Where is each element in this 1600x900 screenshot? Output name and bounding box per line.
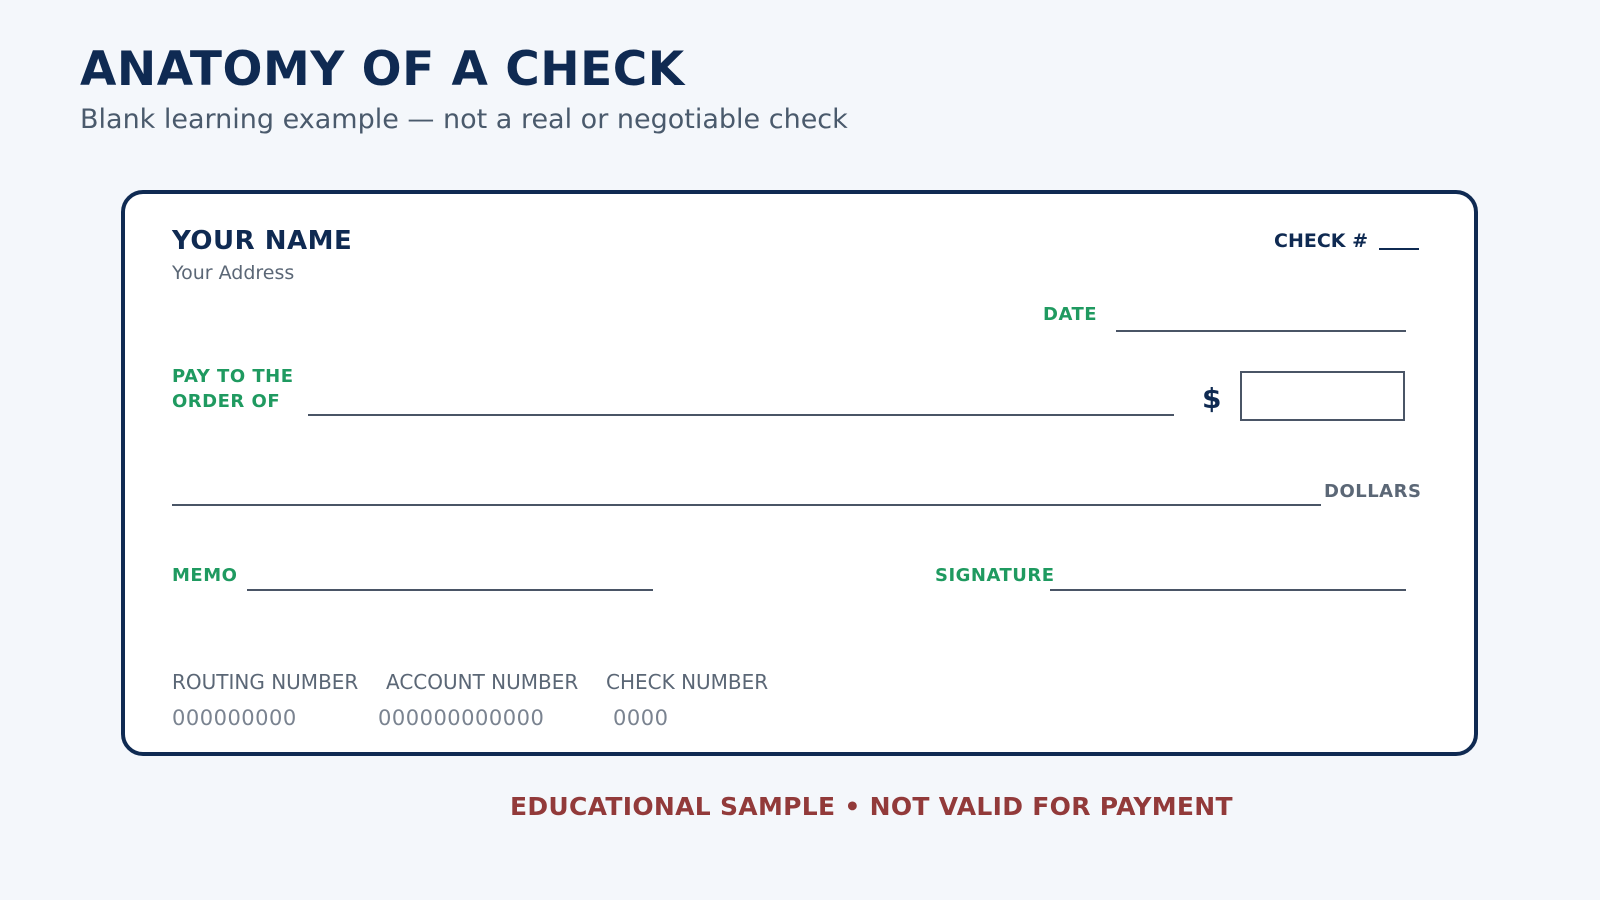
signature-label: SIGNATURE bbox=[935, 565, 1055, 586]
memo-line bbox=[247, 589, 653, 591]
micr-check-number-value: 0000 bbox=[613, 706, 669, 730]
date-label: DATE bbox=[1043, 304, 1098, 325]
date-line bbox=[1116, 330, 1406, 332]
memo-label: MEMO bbox=[172, 565, 238, 586]
routing-number-label: ROUTING NUMBER bbox=[172, 670, 359, 694]
payee-label bbox=[172, 364, 294, 414]
owner-address: Your Address bbox=[172, 262, 295, 284]
dollar-sign: $ bbox=[1202, 382, 1222, 415]
account-number-label: ACCOUNT NUMBER bbox=[386, 670, 579, 694]
disclaimer-note: EDUCATIONAL SAMPLE • NOT VALID FOR PAYMENT bbox=[510, 792, 1233, 821]
account-number-value: 000000000000 bbox=[378, 706, 545, 730]
page-subtitle: Blank learning example — not a real or negotiable check bbox=[80, 104, 848, 135]
payee-label-line-1: PAY TO THE bbox=[172, 366, 294, 387]
check-number-label: CHECK # bbox=[1274, 230, 1369, 252]
page-title: ANATOMY OF A CHECK bbox=[80, 42, 685, 97]
routing-number-value: 000000000 bbox=[172, 706, 297, 730]
check-number-line bbox=[1379, 248, 1419, 250]
payee-label-line-2: ORDER OF bbox=[172, 391, 281, 412]
signature-line bbox=[1050, 589, 1406, 591]
amount-box bbox=[1240, 371, 1405, 421]
dollars-label: DOLLARS bbox=[1324, 481, 1422, 502]
payee-line bbox=[308, 414, 1174, 416]
amount-in-words-line bbox=[172, 504, 1321, 506]
owner-name: YOUR NAME bbox=[172, 226, 353, 256]
check-diagram bbox=[121, 190, 1478, 756]
micr-check-number-label: CHECK NUMBER bbox=[606, 670, 769, 694]
